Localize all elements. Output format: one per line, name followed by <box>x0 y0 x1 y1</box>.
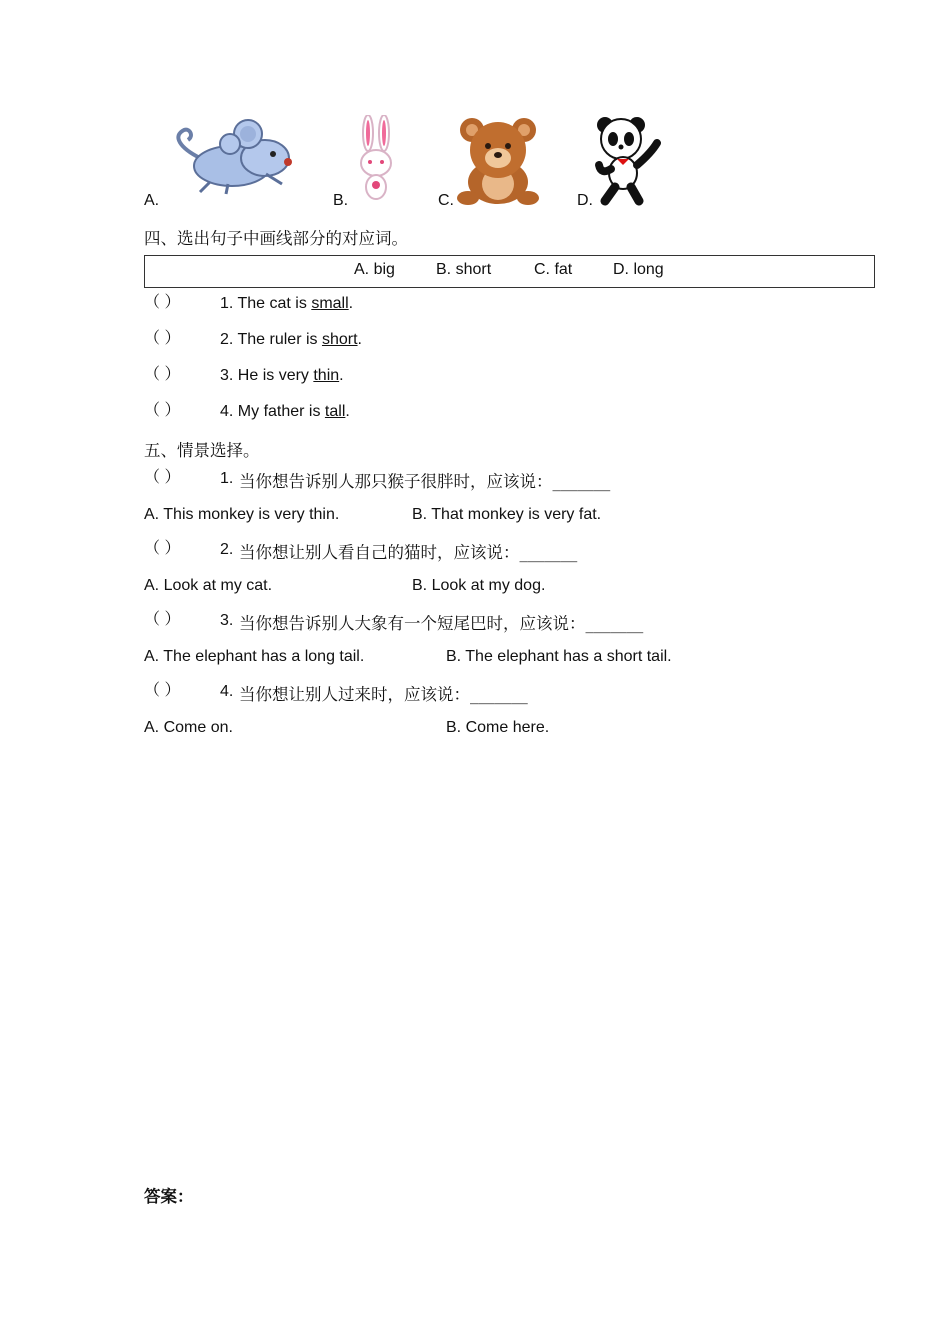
mouse-image <box>170 118 298 196</box>
choice-b: B. Look at my dog. <box>412 577 546 594</box>
section-5-title: 五、情景选择。 <box>144 441 260 460</box>
option-letter-a: A. <box>144 192 160 209</box>
choice-a: A. Look at my cat. <box>144 577 273 594</box>
question-suffix: . <box>339 367 344 384</box>
answer-paren: （ ） <box>144 366 181 383</box>
option-letter-d: D. <box>577 192 593 209</box>
bear-image <box>456 114 540 206</box>
choice-a: A. This monkey is very thin. <box>144 506 340 523</box>
answer-paren: （ ） <box>144 469 181 486</box>
answer-paren: （ ） <box>144 540 181 557</box>
answer-paren: （ ） <box>144 402 181 419</box>
question-prompt: 当你想让别人过来时，应该说：_______ <box>239 685 528 704</box>
question-suffix: . <box>348 295 354 312</box>
word-option-a: A. big <box>354 261 395 278</box>
choice-b: B. The elephant has a short tail. <box>446 648 672 665</box>
question-text: 3. He is very <box>220 367 314 384</box>
underlined-word: thin <box>313 367 340 384</box>
question-prompt: 当你想告诉别人大象有一个短尾巴时，应该说：_______ <box>239 614 644 633</box>
underlined-word: small <box>311 295 349 312</box>
option-letter-b: B. <box>333 192 349 209</box>
panda-image <box>593 113 663 207</box>
choice-b: B. Come here. <box>446 719 550 736</box>
choice-a: A. Come on. <box>144 719 233 736</box>
rabbit-image <box>354 115 398 205</box>
choice-a: A. The elephant has a long tail. <box>144 648 365 665</box>
question-text: 4. My father is <box>220 403 325 420</box>
question-text: 2. The ruler is <box>220 331 322 348</box>
option-letter-c: C. <box>438 192 454 209</box>
question-suffix: . <box>357 331 362 348</box>
word-option-d: D. long <box>613 261 664 278</box>
question-number: 3. <box>220 612 234 629</box>
question-number: 2. <box>220 541 234 558</box>
word-option-c: C. fat <box>534 261 573 278</box>
answer-paren: （ ） <box>144 294 181 311</box>
answer-label: 答案： <box>144 1187 194 1206</box>
question-prompt: 当你想让别人看自己的猫时，应该说：_______ <box>239 543 578 562</box>
question-text: 1. The cat is <box>220 295 312 312</box>
question-number: 1. <box>220 470 234 487</box>
word-option-b: B. short <box>436 261 492 278</box>
choice-b: B. That monkey is very fat. <box>412 506 602 523</box>
word-options-box <box>144 255 875 288</box>
question-number: 4. <box>220 683 234 700</box>
answer-paren: （ ） <box>144 330 181 347</box>
section-4-title: 四、选出句子中画线部分的对应词。 <box>144 229 408 248</box>
underlined-word: tall <box>324 403 346 420</box>
underlined-word: short <box>321 331 358 348</box>
answer-paren: （ ） <box>144 611 181 628</box>
question-prompt: 当你想告诉别人那只猴子很胖时，应该说：_______ <box>239 472 611 491</box>
question-suffix: . <box>345 403 350 420</box>
answer-paren: （ ） <box>144 682 181 699</box>
